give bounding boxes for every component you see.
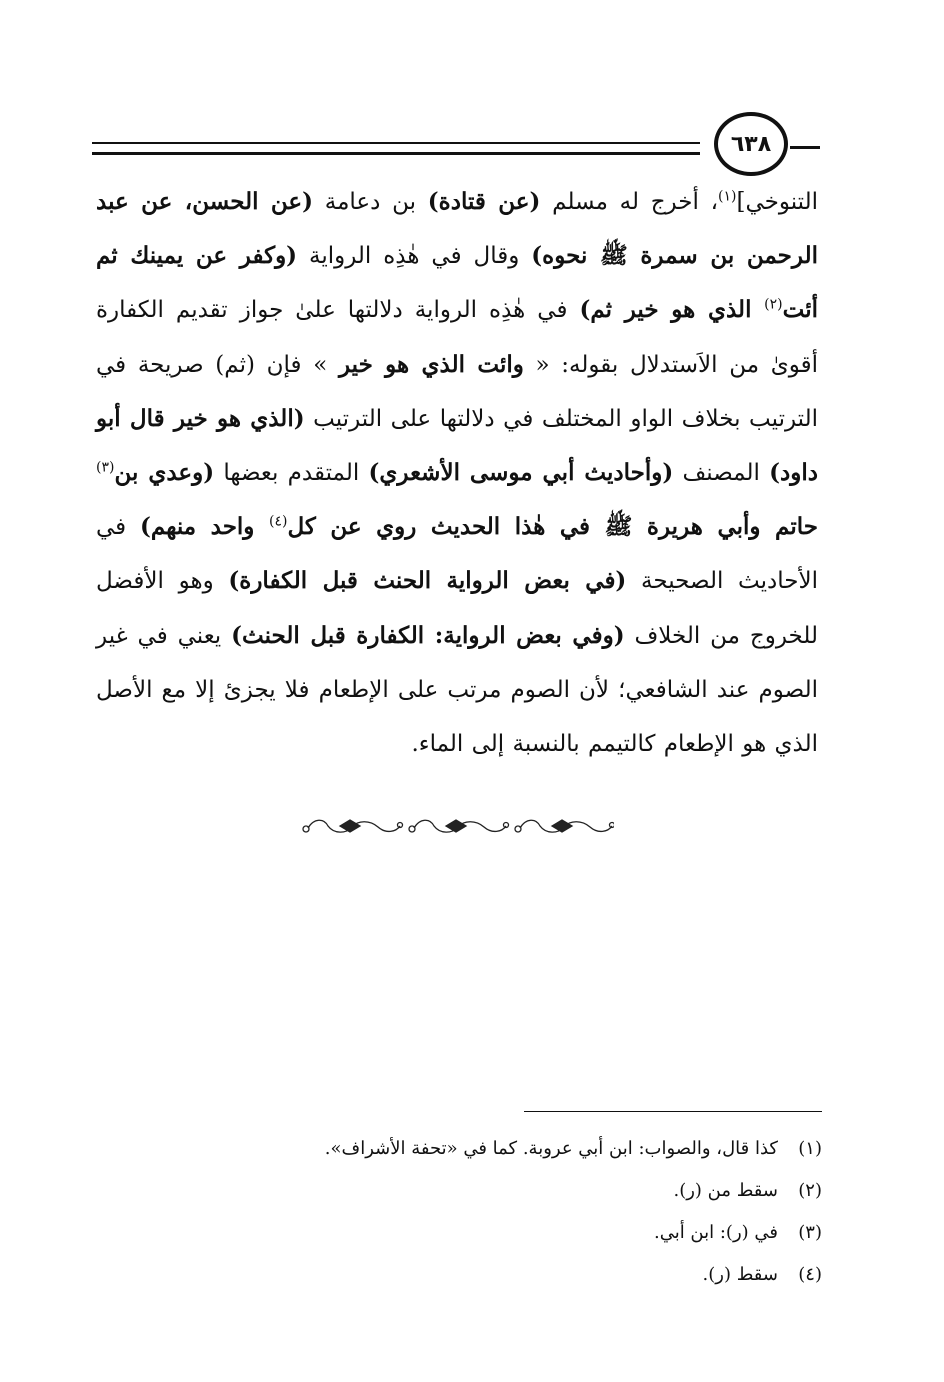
quoted-text: (وعدي بن (114, 459, 215, 487)
text-segment: في الأحاديث الصحيحة (96, 514, 818, 595)
footnote-separator (524, 1111, 822, 1112)
quoted-text: واحد منهم) (140, 513, 269, 541)
text-segment: المصنف (673, 460, 770, 487)
header-rule-tail (790, 146, 820, 149)
floral-divider-icon (300, 812, 614, 842)
footnote-text: كذا قال، والصواب: ابن أبي عروبة. كما في «تحفة الأشراف». (324, 1138, 778, 1159)
footnote-number: (٢) (798, 1180, 822, 1201)
footnote-number: (٣) (798, 1222, 822, 1243)
quoted-text: الذي هو خير ثم) (579, 296, 765, 324)
header-rule-bottom (92, 152, 700, 155)
quoted-text: (في بعض الرواية الحنث قبل الكفارة) (228, 567, 627, 595)
quoted-text: (وفي بعض الرواية: الكفارة قبل الحنث) (231, 621, 625, 649)
footnotes (182, 1128, 822, 1296)
footnote-ref: (١) (718, 188, 737, 205)
text-segment: يعني في غير الصوم عند الشافعي؛ لأن الصوم مرتب على الإطعام فلا يجزئ إلا مع الأصل الذي هو الإطعام كالتيمم بالنسبة إلى الماء. (96, 622, 818, 758)
quoted-text: (الذي هو خير قال أبو داود) (96, 404, 818, 487)
text-segment: في هٰذِه الرواية دلالتها علىٰ جواز تقديم الكفارة أقوىٰ من الاَستدلال بقوله: « (96, 297, 819, 378)
text-segment: بن دعامة (313, 189, 428, 215)
quoted-text: وائت الذي هو خير (338, 350, 524, 378)
quoted-text: (عن قتادة) (427, 188, 541, 215)
footnote-text: سقط من (ر). (673, 1180, 778, 1201)
text-segment: التنوخي] (736, 189, 818, 215)
quoted-text: (وأحاديث أبي موسى الأشعري) (368, 459, 674, 487)
footnote (182, 1128, 822, 1170)
page-header (92, 112, 820, 182)
text-segment: » فإن (ثم) صريحة في الترتيب بخلاف الواو المختلف في دلالتها على الترتيب (96, 351, 818, 432)
quoted-text: (عن الحسن، عن عبد الرحمن بن سمرة ﷺ نحوه) (96, 188, 818, 270)
footnote-ref: (٤) (268, 513, 288, 530)
footnote (182, 1254, 822, 1296)
quoted-text: حاتم وأبي هريرة ﷺ في هٰذا الحديث روي عن كل (287, 513, 818, 541)
footnote-number: (١) (798, 1138, 822, 1159)
footnote-number: (٤) (798, 1264, 822, 1285)
page-number: ٦٣٨ (714, 112, 788, 176)
text-segment: المتقدم بعضها (214, 460, 369, 487)
text-segment: وقال في هٰذِه الرواية (297, 243, 532, 270)
footnote (182, 1212, 822, 1254)
text-segment: ، أخرج له مسلم (540, 189, 718, 215)
text-segment: وهو الأفضل للخروج من الخلاف (96, 568, 818, 649)
footnote-text: سقط (ر). (702, 1264, 778, 1285)
footnote (182, 1170, 822, 1212)
header-rule-top (92, 142, 700, 144)
footnote-text: في (ر): ابن أبي. (653, 1222, 778, 1243)
body-paragraph (96, 175, 818, 771)
footnote-ref: (٢) (764, 296, 783, 313)
quoted-text: (وكفر عن يمينك ثم أئت (96, 242, 819, 324)
footnote-ref: (٣) (96, 459, 115, 476)
